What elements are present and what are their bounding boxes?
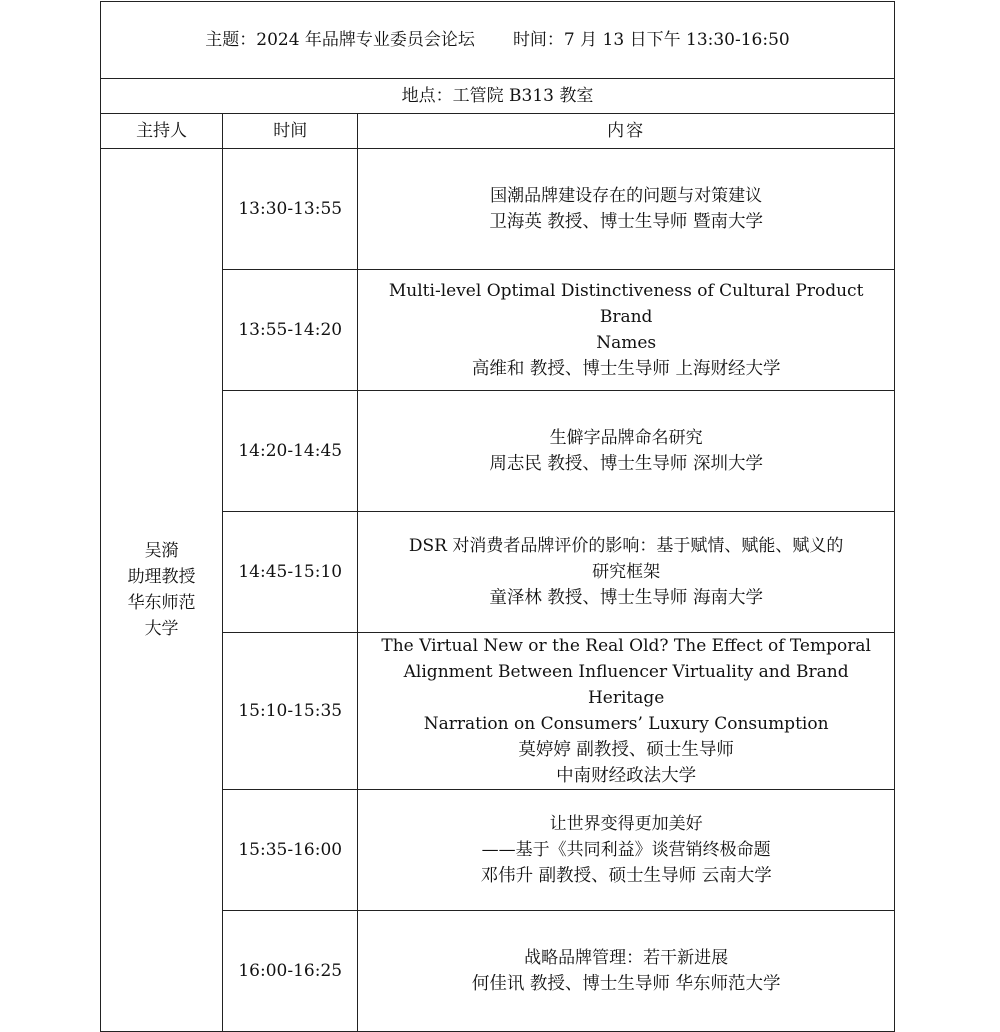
session-speaker: 莫婷婷 副教授、硕士生导师 xyxy=(518,740,734,760)
session-speaker: 何佳讯 教授、博士生导师 华东师范大学 xyxy=(471,974,781,994)
column-header-content: 内容 xyxy=(358,114,895,149)
session-title: Names xyxy=(596,333,657,353)
session-content xyxy=(358,911,895,1032)
session-speaker: 中南财经政法大学 xyxy=(556,766,697,786)
session-time: 13:30-13:55 xyxy=(223,149,358,270)
column-header-host: 主持人 xyxy=(101,114,223,149)
host-affiliation-line-1: 华东师范 xyxy=(127,593,196,613)
forum-theme: 主题：2024 年品牌专业委员会论坛 xyxy=(205,30,475,50)
session-time: 14:45-15:10 xyxy=(223,512,358,633)
session-content xyxy=(358,391,895,512)
host-cell xyxy=(101,149,223,1032)
session-title: The Virtual New or the Real Old? The Effect of Temporal xyxy=(381,636,871,656)
session-row xyxy=(101,149,895,270)
title-cell xyxy=(101,2,895,79)
column-header-time: 时间 xyxy=(223,114,358,149)
forum-location: 地点：工管院 B313 教室 xyxy=(101,79,895,114)
session-title: Narration on Consumers’ Luxury Consumption xyxy=(423,714,829,734)
session-title: 国潮品牌建设存在的问题与对策建议 xyxy=(490,186,763,206)
location-row xyxy=(101,79,895,114)
forum-schedule-table xyxy=(100,1,895,1032)
session-content xyxy=(358,149,895,270)
session-title: 研究框架 xyxy=(592,562,661,582)
session-title: 让世界变得更加美好 xyxy=(549,814,703,834)
title-row xyxy=(101,2,895,79)
session-title: DSR 对消费者品牌评价的影响：基于赋情、赋能、赋义的 xyxy=(408,536,844,556)
session-speaker: 周志民 教授、博士生导师 深圳大学 xyxy=(489,454,763,474)
session-time: 13:55-14:20 xyxy=(223,270,358,391)
column-header-row xyxy=(101,114,895,149)
session-time: 15:35-16:00 xyxy=(223,790,358,911)
session-speaker: 高维和 教授、博士生导师 上海财经大学 xyxy=(471,359,781,379)
session-time: 14:20-14:45 xyxy=(223,391,358,512)
host-name: 吴漪 xyxy=(144,541,179,561)
session-time: 16:00-16:25 xyxy=(223,911,358,1032)
session-title: 战略品牌管理：若干新进展 xyxy=(524,948,729,968)
session-speaker: 邓伟升 副教授、硕士生导师 云南大学 xyxy=(480,866,772,886)
session-content xyxy=(358,270,895,391)
session-title: ——基于《共同利益》谈营销终极命题 xyxy=(481,840,771,860)
session-content xyxy=(358,790,895,911)
host-title: 助理教授 xyxy=(127,567,196,587)
session-title: 生僻字品牌命名研究 xyxy=(549,428,703,448)
session-title: Multi-level Optimal Distinctiveness of Cultural Product Brand xyxy=(388,281,864,327)
session-speaker: 童泽林 教授、博士生导师 海南大学 xyxy=(489,588,763,608)
forum-time: 时间：7 月 13 日下午 13:30-16:50 xyxy=(512,30,790,50)
session-content xyxy=(358,512,895,633)
session-content xyxy=(358,633,895,790)
session-speaker: 卫海英 教授、博士生导师 暨南大学 xyxy=(489,212,763,232)
host-affiliation-line-2: 大学 xyxy=(144,619,179,639)
session-title: Alignment Between Influencer Virtuality and Brand Heritage xyxy=(403,662,849,708)
session-time: 15:10-15:35 xyxy=(223,633,358,790)
